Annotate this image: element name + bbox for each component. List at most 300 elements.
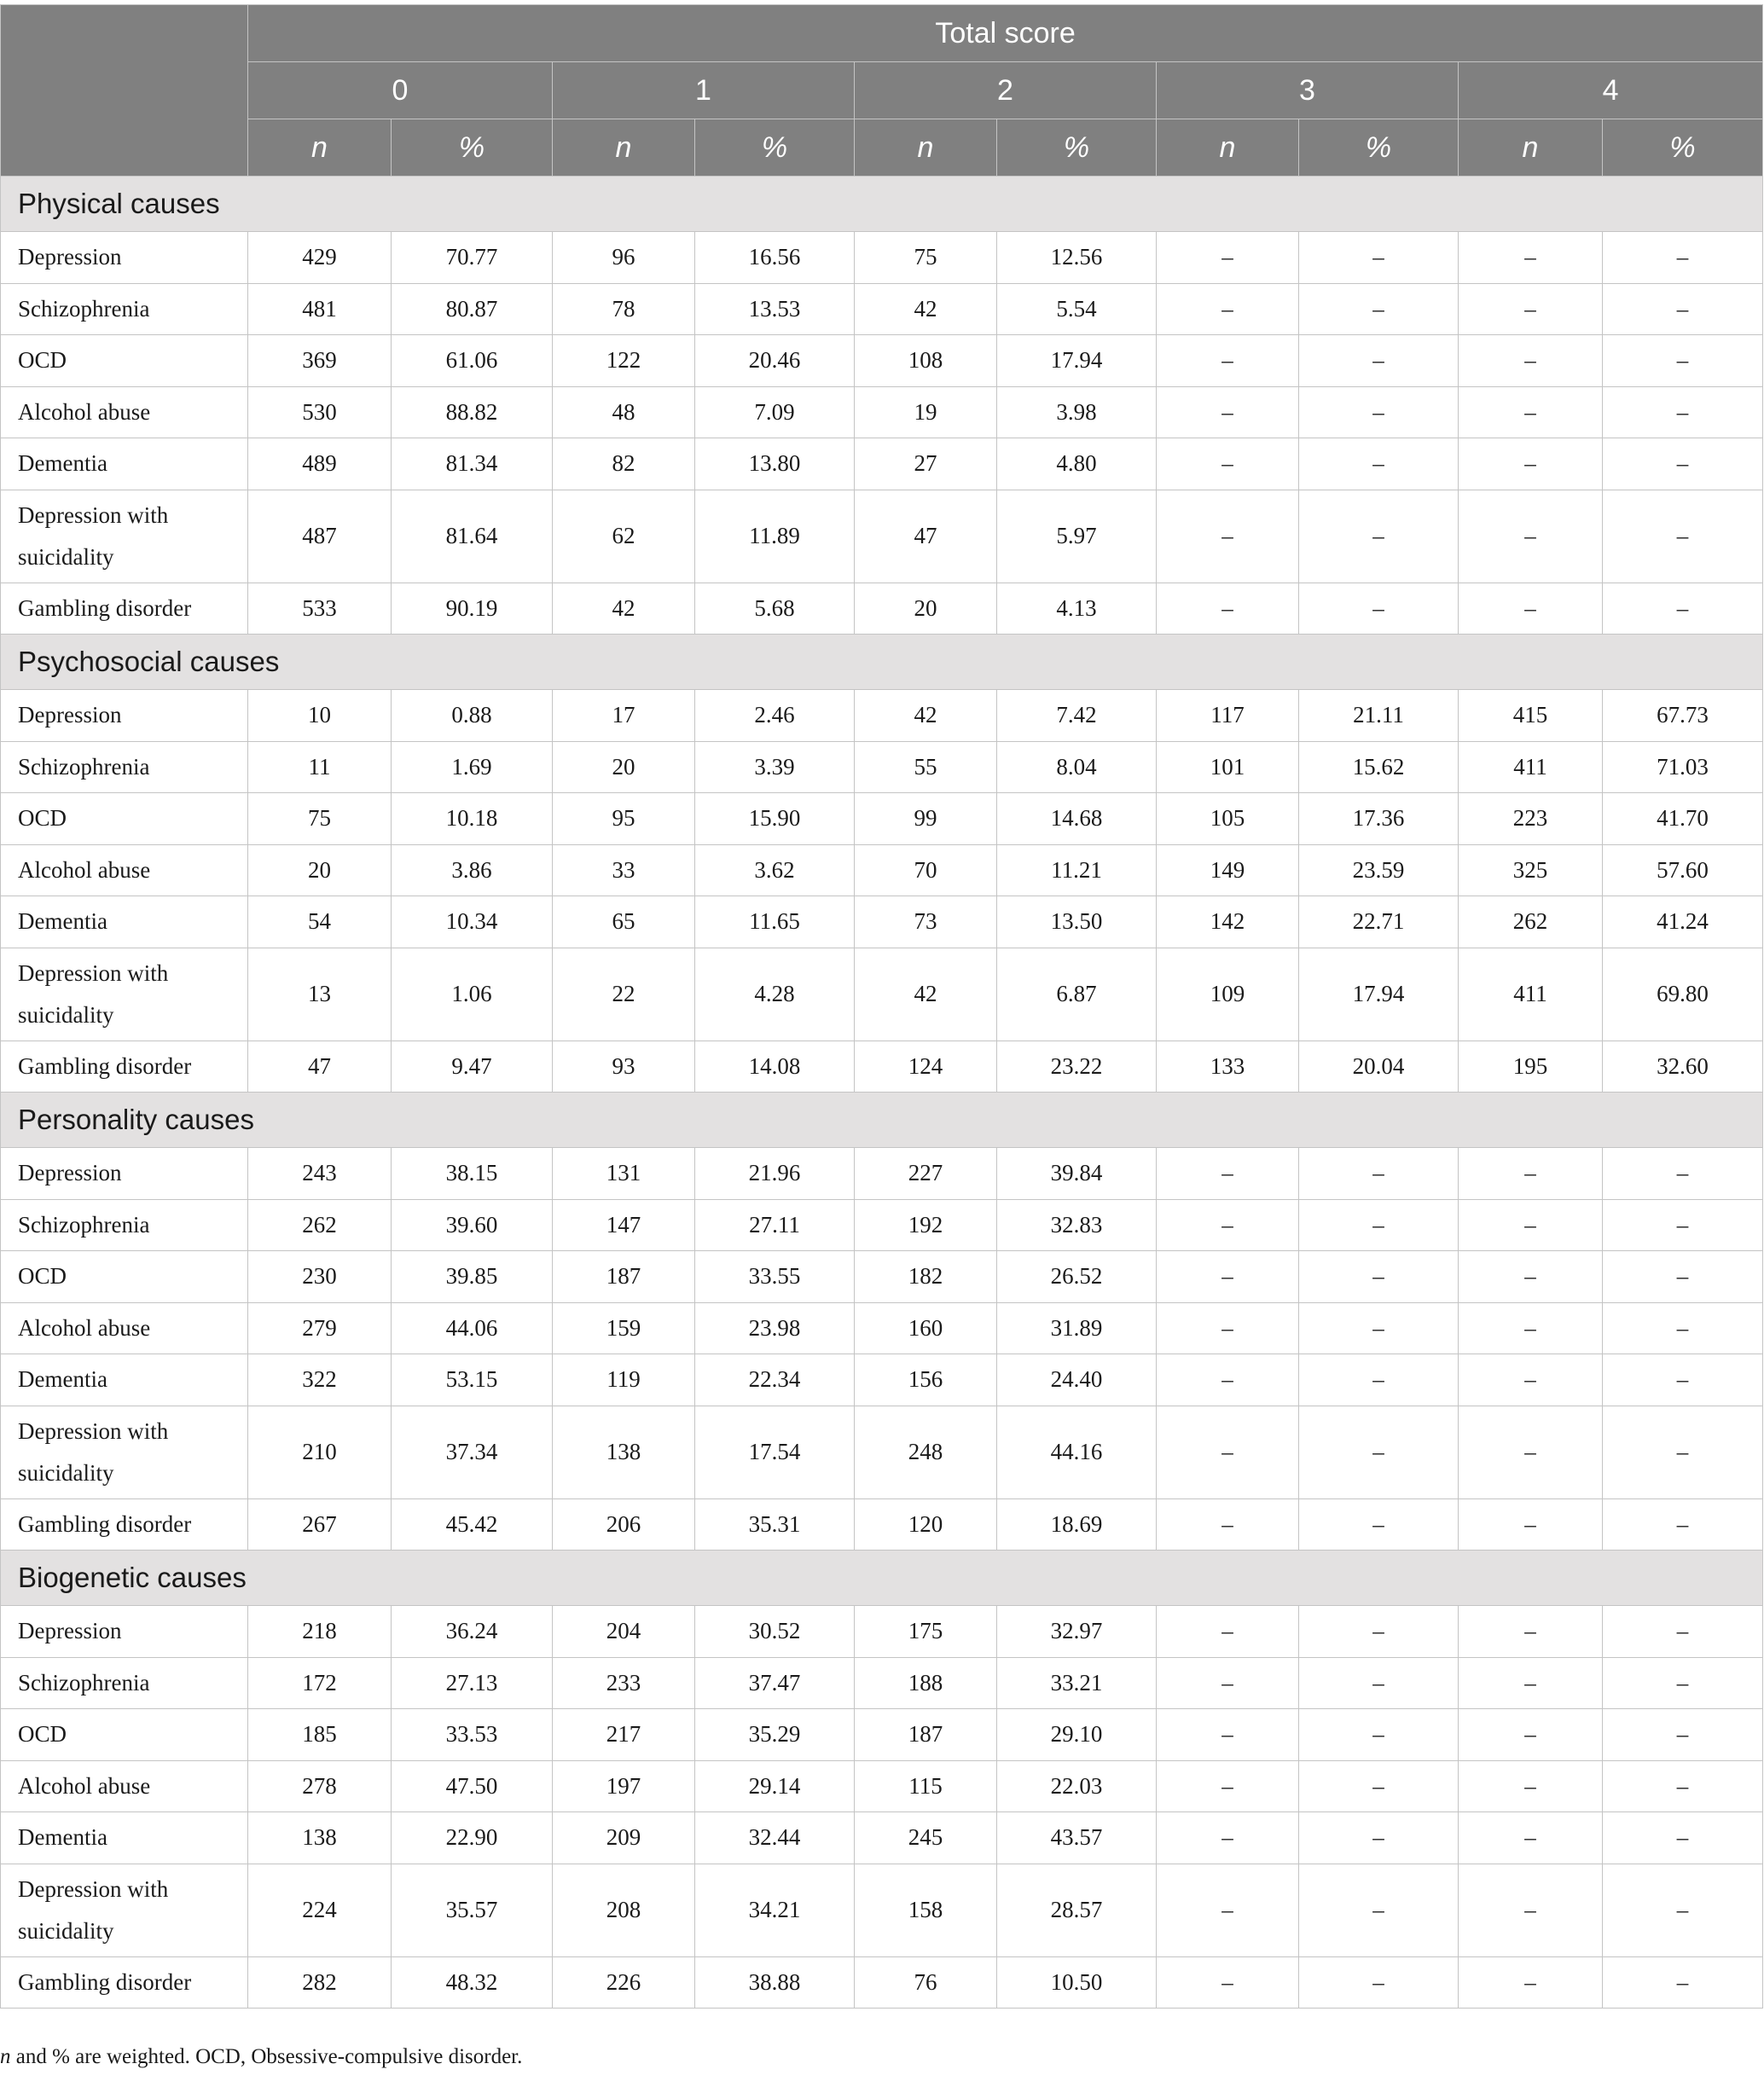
- table-row: [1, 741, 1763, 793]
- cell-percent: –: [1299, 386, 1459, 438]
- cell-n: 55: [855, 741, 997, 793]
- cell-n: 195: [1459, 1040, 1603, 1093]
- cell-percent: –: [1603, 1406, 1763, 1498]
- cell-n: 75: [855, 232, 997, 284]
- cell-percent: 22.71: [1299, 896, 1459, 948]
- cell-percent: 23.22: [997, 1040, 1157, 1093]
- header-n: n: [248, 119, 392, 177]
- cell-percent: 32.60: [1603, 1040, 1763, 1093]
- cell-percent: 57.60: [1603, 844, 1763, 896]
- cell-n: –: [1459, 283, 1603, 335]
- cell-n: 119: [553, 1354, 695, 1406]
- section-title: Biogenetic causes: [1, 1551, 1763, 1606]
- cell-n: 226: [553, 1956, 695, 2009]
- cell-percent: –: [1299, 335, 1459, 387]
- cell-n: –: [1459, 386, 1603, 438]
- cell-n: 19: [855, 386, 997, 438]
- cell-n: 411: [1459, 948, 1603, 1040]
- table-row: [1, 438, 1763, 490]
- cell-n: –: [1157, 283, 1299, 335]
- cell-n: 218: [248, 1606, 392, 1658]
- cell-n: 282: [248, 1956, 392, 2009]
- cell-percent: 29.14: [695, 1760, 855, 1812]
- cell-percent: –: [1603, 1760, 1763, 1812]
- header-n: n: [855, 119, 997, 177]
- cell-n: 267: [248, 1498, 392, 1551]
- cell-percent: –: [1299, 1812, 1459, 1864]
- cell-n: 156: [855, 1354, 997, 1406]
- cell-n: 245: [855, 1812, 997, 1864]
- cell-percent: 32.97: [997, 1606, 1157, 1658]
- section-title: Psychosocial causes: [1, 635, 1763, 690]
- cell-n: –: [1157, 1498, 1299, 1551]
- cell-n: 172: [248, 1657, 392, 1709]
- cell-n: 224: [248, 1864, 392, 1956]
- cell-percent: 88.82: [392, 386, 553, 438]
- cell-percent: 38.15: [392, 1148, 553, 1200]
- header-score-4: 4: [1459, 62, 1763, 119]
- cell-percent: –: [1603, 1606, 1763, 1658]
- cell-percent: 21.96: [695, 1148, 855, 1200]
- table-row: [1, 690, 1763, 742]
- cell-percent: 13.50: [997, 896, 1157, 948]
- cell-percent: 27.13: [392, 1657, 553, 1709]
- row-label: Alcohol abuse: [1, 386, 248, 438]
- cell-percent: 9.47: [392, 1040, 553, 1093]
- table-row: [1, 386, 1763, 438]
- cell-percent: 15.62: [1299, 741, 1459, 793]
- row-label: Dementia: [1, 438, 248, 490]
- cell-n: 210: [248, 1406, 392, 1498]
- cell-n: –: [1459, 1406, 1603, 1498]
- table-row: [1, 583, 1763, 635]
- cell-n: 227: [855, 1148, 997, 1200]
- table-row: [1, 335, 1763, 387]
- cell-percent: 20.04: [1299, 1040, 1459, 1093]
- cell-percent: 13.80: [695, 438, 855, 490]
- cell-percent: 17.54: [695, 1406, 855, 1498]
- cell-n: –: [1157, 1864, 1299, 1956]
- cell-n: 185: [248, 1709, 392, 1761]
- cell-percent: –: [1299, 1864, 1459, 1956]
- cell-percent: 47.50: [392, 1760, 553, 1812]
- cell-n: –: [1459, 335, 1603, 387]
- cell-n: –: [1459, 1302, 1603, 1354]
- row-label: Depression: [1, 232, 248, 284]
- cell-percent: 39.85: [392, 1251, 553, 1303]
- cell-n: –: [1157, 1302, 1299, 1354]
- cell-percent: 23.98: [695, 1302, 855, 1354]
- cell-n: 75: [248, 793, 392, 845]
- header-n: n: [553, 119, 695, 177]
- cell-n: –: [1157, 1956, 1299, 2009]
- row-label: OCD: [1, 793, 248, 845]
- cell-percent: 7.09: [695, 386, 855, 438]
- cell-percent: 16.56: [695, 232, 855, 284]
- cell-percent: 22.90: [392, 1812, 553, 1864]
- cell-n: 197: [553, 1760, 695, 1812]
- cell-n: 124: [855, 1040, 997, 1093]
- cell-n: –: [1459, 490, 1603, 583]
- cell-n: –: [1459, 1956, 1603, 2009]
- table-row: [1, 1709, 1763, 1761]
- cell-percent: –: [1603, 386, 1763, 438]
- cell-percent: –: [1603, 583, 1763, 635]
- cell-percent: –: [1603, 232, 1763, 284]
- cell-percent: –: [1603, 1709, 1763, 1761]
- cell-n: 42: [855, 948, 997, 1040]
- table-row: [1, 1199, 1763, 1251]
- row-label: Schizophrenia: [1, 741, 248, 793]
- cell-n: 17: [553, 690, 695, 742]
- cell-n: 182: [855, 1251, 997, 1303]
- table-row: [1, 1498, 1763, 1551]
- cell-n: 73: [855, 896, 997, 948]
- cell-percent: 44.06: [392, 1302, 553, 1354]
- cell-n: –: [1157, 1354, 1299, 1406]
- cell-percent: –: [1603, 1199, 1763, 1251]
- table-row: [1, 1760, 1763, 1812]
- cell-n: 33: [553, 844, 695, 896]
- cell-n: 48: [553, 386, 695, 438]
- cell-n: –: [1459, 232, 1603, 284]
- cell-percent: 41.24: [1603, 896, 1763, 948]
- cell-percent: 10.18: [392, 793, 553, 845]
- cell-percent: 39.60: [392, 1199, 553, 1251]
- row-label: Schizophrenia: [1, 1199, 248, 1251]
- header-percent: %: [695, 119, 855, 177]
- cell-n: 415: [1459, 690, 1603, 742]
- cell-percent: –: [1603, 335, 1763, 387]
- cell-n: 42: [855, 283, 997, 335]
- cell-percent: 17.94: [997, 335, 1157, 387]
- table-row: [1, 490, 1763, 583]
- cell-percent: 70.77: [392, 232, 553, 284]
- cell-n: 76: [855, 1956, 997, 2009]
- cell-percent: 0.88: [392, 690, 553, 742]
- cell-percent: 39.84: [997, 1148, 1157, 1200]
- cell-percent: 30.52: [695, 1606, 855, 1658]
- cell-percent: 4.13: [997, 583, 1157, 635]
- cell-percent: 29.10: [997, 1709, 1157, 1761]
- cell-n: 411: [1459, 741, 1603, 793]
- cell-percent: –: [1299, 1199, 1459, 1251]
- cell-n: 429: [248, 232, 392, 284]
- row-label: Depression: [1, 1148, 248, 1200]
- table-row: [1, 844, 1763, 896]
- cell-n: 142: [1157, 896, 1299, 948]
- table-row: [1, 1812, 1763, 1864]
- cell-percent: –: [1603, 438, 1763, 490]
- section-header-row: [1, 635, 1763, 690]
- cell-percent: 33.21: [997, 1657, 1157, 1709]
- cell-percent: 33.53: [392, 1709, 553, 1761]
- cell-percent: 27.11: [695, 1199, 855, 1251]
- cell-n: 108: [855, 335, 997, 387]
- cell-percent: 11.21: [997, 844, 1157, 896]
- cell-n: 230: [248, 1251, 392, 1303]
- cell-percent: –: [1603, 1148, 1763, 1200]
- cell-percent: –: [1299, 1302, 1459, 1354]
- cell-percent: –: [1299, 1709, 1459, 1761]
- cell-n: –: [1157, 386, 1299, 438]
- cell-percent: –: [1299, 283, 1459, 335]
- row-label: Dementia: [1, 1812, 248, 1864]
- cell-percent: 14.68: [997, 793, 1157, 845]
- cell-n: 11: [248, 741, 392, 793]
- footnote-n-symbol: n: [0, 2045, 11, 2068]
- cell-n: 95: [553, 793, 695, 845]
- cell-percent: 37.47: [695, 1657, 855, 1709]
- header-score-3: 3: [1157, 62, 1459, 119]
- cell-percent: 81.64: [392, 490, 553, 583]
- cell-n: 248: [855, 1406, 997, 1498]
- table-row: [1, 1956, 1763, 2009]
- cell-n: 47: [855, 490, 997, 583]
- cell-n: 325: [1459, 844, 1603, 896]
- cell-percent: 2.46: [695, 690, 855, 742]
- cell-percent: 28.57: [997, 1864, 1157, 1956]
- cell-percent: 13.53: [695, 283, 855, 335]
- table-row: [1, 1040, 1763, 1093]
- cell-n: 105: [1157, 793, 1299, 845]
- cell-percent: 61.06: [392, 335, 553, 387]
- cell-n: 13: [248, 948, 392, 1040]
- cell-n: 223: [1459, 793, 1603, 845]
- cell-n: 208: [553, 1864, 695, 1956]
- section-header-row: [1, 1551, 1763, 1606]
- cell-n: 70: [855, 844, 997, 896]
- cell-percent: 43.57: [997, 1812, 1157, 1864]
- results-table: [0, 4, 1763, 2009]
- table-row: [1, 1406, 1763, 1498]
- table-header: [1, 5, 1763, 177]
- cell-percent: 48.32: [392, 1956, 553, 2009]
- cell-n: 22: [553, 948, 695, 1040]
- cell-n: 138: [553, 1406, 695, 1498]
- cell-percent: 5.68: [695, 583, 855, 635]
- cell-percent: 15.90: [695, 793, 855, 845]
- table-row: [1, 1302, 1763, 1354]
- cell-percent: 35.31: [695, 1498, 855, 1551]
- cell-percent: –: [1299, 490, 1459, 583]
- cell-n: 204: [553, 1606, 695, 1658]
- header-percent: %: [1299, 119, 1459, 177]
- cell-n: –: [1459, 1354, 1603, 1406]
- row-label: Gambling disorder: [1, 1498, 248, 1551]
- cell-percent: 44.16: [997, 1406, 1157, 1498]
- cell-percent: –: [1603, 1956, 1763, 2009]
- cell-n: 243: [248, 1148, 392, 1200]
- cell-percent: –: [1603, 1251, 1763, 1303]
- cell-percent: 3.39: [695, 741, 855, 793]
- table-row: [1, 283, 1763, 335]
- cell-percent: 24.40: [997, 1354, 1157, 1406]
- cell-percent: –: [1299, 438, 1459, 490]
- cell-n: –: [1459, 1498, 1603, 1551]
- cell-percent: 17.94: [1299, 948, 1459, 1040]
- header-score-1: 1: [553, 62, 855, 119]
- header-percent: %: [997, 119, 1157, 177]
- cell-percent: 26.52: [997, 1251, 1157, 1303]
- cell-percent: –: [1299, 1148, 1459, 1200]
- cell-n: –: [1157, 1709, 1299, 1761]
- cell-n: 369: [248, 335, 392, 387]
- table-row: [1, 896, 1763, 948]
- cell-n: 120: [855, 1498, 997, 1551]
- cell-percent: –: [1299, 1657, 1459, 1709]
- cell-percent: 90.19: [392, 583, 553, 635]
- cell-percent: 8.04: [997, 741, 1157, 793]
- row-label: Depression with suicidality: [1, 948, 248, 1040]
- table-row: [1, 1251, 1763, 1303]
- cell-n: 279: [248, 1302, 392, 1354]
- cell-n: –: [1157, 1199, 1299, 1251]
- cell-n: 133: [1157, 1040, 1299, 1093]
- cell-n: 54: [248, 896, 392, 948]
- row-label: Depression with suicidality: [1, 490, 248, 583]
- cell-n: –: [1157, 1148, 1299, 1200]
- cell-percent: 10.50: [997, 1956, 1157, 2009]
- row-label: OCD: [1, 1251, 248, 1303]
- cell-percent: 32.44: [695, 1812, 855, 1864]
- cell-percent: 53.15: [392, 1354, 553, 1406]
- cell-n: 233: [553, 1657, 695, 1709]
- row-label: OCD: [1, 1709, 248, 1761]
- cell-n: 101: [1157, 741, 1299, 793]
- cell-n: 47: [248, 1040, 392, 1093]
- cell-n: 96: [553, 232, 695, 284]
- cell-percent: –: [1299, 1606, 1459, 1658]
- cell-n: –: [1157, 232, 1299, 284]
- cell-n: –: [1157, 1406, 1299, 1498]
- cell-n: –: [1157, 1657, 1299, 1709]
- cell-n: 489: [248, 438, 392, 490]
- row-label: Gambling disorder: [1, 583, 248, 635]
- row-label: Gambling disorder: [1, 1040, 248, 1093]
- cell-percent: 14.08: [695, 1040, 855, 1093]
- cell-n: 138: [248, 1812, 392, 1864]
- section-header-row: [1, 177, 1763, 232]
- cell-percent: 11.89: [695, 490, 855, 583]
- header-total-score: Total score: [248, 5, 1763, 62]
- cell-percent: –: [1299, 1498, 1459, 1551]
- cell-n: 99: [855, 793, 997, 845]
- cell-percent: 21.11: [1299, 690, 1459, 742]
- cell-n: –: [1459, 1760, 1603, 1812]
- cell-n: –: [1157, 1251, 1299, 1303]
- table-row: [1, 948, 1763, 1040]
- cell-percent: 3.62: [695, 844, 855, 896]
- row-label: Schizophrenia: [1, 1657, 248, 1709]
- cell-percent: 37.34: [392, 1406, 553, 1498]
- cell-n: –: [1157, 1606, 1299, 1658]
- cell-n: 122: [553, 335, 695, 387]
- cell-n: –: [1459, 438, 1603, 490]
- cell-percent: 1.06: [392, 948, 553, 1040]
- cell-percent: 3.98: [997, 386, 1157, 438]
- cell-percent: –: [1603, 1657, 1763, 1709]
- cell-n: 82: [553, 438, 695, 490]
- cell-percent: 11.65: [695, 896, 855, 948]
- cell-n: 20: [248, 844, 392, 896]
- cell-n: 42: [553, 583, 695, 635]
- header-n: n: [1157, 119, 1299, 177]
- cell-n: 159: [553, 1302, 695, 1354]
- row-label: Dementia: [1, 1354, 248, 1406]
- cell-n: –: [1459, 1606, 1603, 1658]
- row-label: Depression with suicidality: [1, 1406, 248, 1498]
- cell-n: 27: [855, 438, 997, 490]
- cell-percent: 7.42: [997, 690, 1157, 742]
- cell-n: –: [1157, 438, 1299, 490]
- cell-percent: 5.54: [997, 283, 1157, 335]
- cell-n: 481: [248, 283, 392, 335]
- cell-percent: 17.36: [1299, 793, 1459, 845]
- cell-n: 93: [553, 1040, 695, 1093]
- cell-percent: –: [1603, 1354, 1763, 1406]
- cell-percent: 3.86: [392, 844, 553, 896]
- header-score-0: 0: [248, 62, 553, 119]
- cell-percent: 81.34: [392, 438, 553, 490]
- cell-n: 131: [553, 1148, 695, 1200]
- header-corner-cell: [1, 5, 248, 177]
- cell-n: 487: [248, 490, 392, 583]
- cell-percent: 80.87: [392, 283, 553, 335]
- cell-percent: 36.24: [392, 1606, 553, 1658]
- table-body: [1, 177, 1763, 2009]
- cell-n: 147: [553, 1199, 695, 1251]
- header-n: n: [1459, 119, 1603, 177]
- cell-n: 65: [553, 896, 695, 948]
- cell-percent: 33.55: [695, 1251, 855, 1303]
- cell-n: 533: [248, 583, 392, 635]
- cell-n: –: [1459, 1148, 1603, 1200]
- cell-n: –: [1459, 583, 1603, 635]
- section-header-row: [1, 1093, 1763, 1148]
- cell-n: 78: [553, 283, 695, 335]
- row-label: Dementia: [1, 896, 248, 948]
- cell-n: 262: [1459, 896, 1603, 948]
- cell-percent: 69.80: [1603, 948, 1763, 1040]
- section-title: Personality causes: [1, 1093, 1763, 1148]
- cell-percent: 45.42: [392, 1498, 553, 1551]
- cell-percent: 5.97: [997, 490, 1157, 583]
- cell-n: 115: [855, 1760, 997, 1812]
- cell-percent: 23.59: [1299, 844, 1459, 896]
- cell-n: 42: [855, 690, 997, 742]
- footnote-text: and % are weighted. OCD, Obsessive-compulsive disorder.: [10, 2045, 523, 2068]
- cell-n: 192: [855, 1199, 997, 1251]
- cell-percent: –: [1299, 232, 1459, 284]
- cell-percent: –: [1603, 490, 1763, 583]
- cell-percent: 71.03: [1603, 741, 1763, 793]
- cell-percent: 4.28: [695, 948, 855, 1040]
- cell-n: –: [1459, 1657, 1603, 1709]
- cell-percent: –: [1299, 583, 1459, 635]
- cell-percent: –: [1299, 1354, 1459, 1406]
- cell-n: 20: [855, 583, 997, 635]
- table-row: [1, 793, 1763, 845]
- cell-n: 20: [553, 741, 695, 793]
- cell-percent: 22.03: [997, 1760, 1157, 1812]
- cell-percent: –: [1603, 1498, 1763, 1551]
- cell-n: 206: [553, 1498, 695, 1551]
- cell-percent: –: [1299, 1760, 1459, 1812]
- table-row: [1, 1148, 1763, 1200]
- cell-percent: –: [1603, 1302, 1763, 1354]
- cell-n: 149: [1157, 844, 1299, 896]
